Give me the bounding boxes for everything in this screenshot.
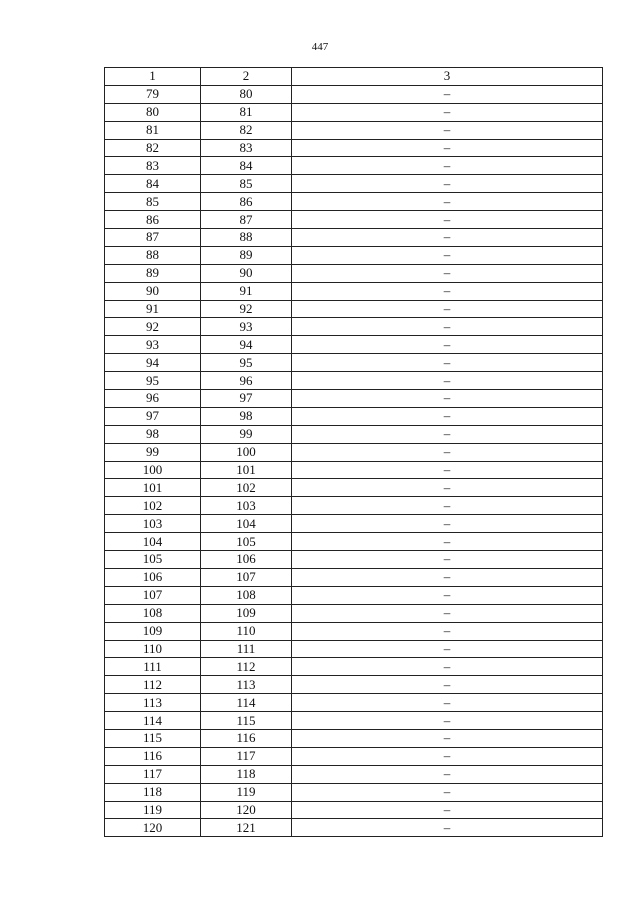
- table-cell-col-2: 101: [201, 461, 292, 479]
- table-cell-col-3: –: [292, 211, 603, 229]
- table-cell-col-1: 84: [105, 175, 201, 193]
- table-row: [105, 264, 603, 282]
- header-row: [105, 68, 603, 86]
- table-cell-col-2: 108: [201, 586, 292, 604]
- table-cell-col-2: 93: [201, 318, 292, 336]
- table-cell-col-2: 114: [201, 694, 292, 712]
- table-cell-col-1: 109: [105, 622, 201, 640]
- table-cell-col-3: –: [292, 121, 603, 139]
- table-cell-col-1: 102: [105, 497, 201, 515]
- table-cell-col-2: 96: [201, 372, 292, 390]
- table-cell-col-1: 119: [105, 801, 201, 819]
- table-cell-col-1: 86: [105, 211, 201, 229]
- table-cell-col-3: –: [292, 712, 603, 730]
- table-row: [105, 586, 603, 604]
- table-cell-col-2: 111: [201, 640, 292, 658]
- table-cell-col-2: 103: [201, 497, 292, 515]
- table-cell-col-3: –: [292, 568, 603, 586]
- table-row: [105, 712, 603, 730]
- table-cell-col-1: 87: [105, 229, 201, 247]
- table-row: [105, 747, 603, 765]
- table-cell-col-1: 96: [105, 390, 201, 408]
- table-cell-col-3: –: [292, 229, 603, 247]
- table-cell-col-1: 108: [105, 604, 201, 622]
- table-cell-col-1: 100: [105, 461, 201, 479]
- table-cell-col-2: 115: [201, 712, 292, 730]
- table-cell-col-2: 112: [201, 658, 292, 676]
- table-cell-col-3: –: [292, 336, 603, 354]
- table-row: [105, 604, 603, 622]
- table-row: [105, 783, 603, 801]
- table-cell-col-3: –: [292, 658, 603, 676]
- table-cell-col-3: –: [292, 640, 603, 658]
- table-row: [105, 211, 603, 229]
- table-cell-col-1: 105: [105, 551, 201, 569]
- table-cell-col-1: 93: [105, 336, 201, 354]
- table-cell-col-1: 103: [105, 515, 201, 533]
- table-cell-col-3: –: [292, 729, 603, 747]
- table-row: [105, 318, 603, 336]
- table-row: [105, 622, 603, 640]
- table-cell-col-3: –: [292, 157, 603, 175]
- page-number: 447: [311, 41, 329, 53]
- table-row: [105, 479, 603, 497]
- table-row: [105, 819, 603, 837]
- table-cell-col-1: 111: [105, 658, 201, 676]
- table-cell-col-1: 110: [105, 640, 201, 658]
- table-cell-col-1: 117: [105, 765, 201, 783]
- table-row: [105, 157, 603, 175]
- table-cell-col-1: 118: [105, 783, 201, 801]
- table-cell-col-3: –: [292, 479, 603, 497]
- table-cell-col-1: 107: [105, 586, 201, 604]
- table-cell-col-2: 88: [201, 229, 292, 247]
- table-cell-col-3: –: [292, 354, 603, 372]
- table-row: [105, 407, 603, 425]
- table-cell-col-3: –: [292, 390, 603, 408]
- table-cell-col-2: 89: [201, 246, 292, 264]
- table-row: [105, 390, 603, 408]
- table-row: [105, 694, 603, 712]
- table-header: [105, 68, 603, 86]
- table-row: [105, 658, 603, 676]
- table-cell-col-1: 114: [105, 712, 201, 730]
- table-cell-col-1: 98: [105, 425, 201, 443]
- table-row: [105, 497, 603, 515]
- table-cell-col-3: –: [292, 819, 603, 837]
- table-cell-col-3: –: [292, 175, 603, 193]
- column-header-1: 1: [105, 68, 201, 86]
- table-cell-col-1: 95: [105, 372, 201, 390]
- table-cell-col-2: 104: [201, 515, 292, 533]
- table-row: [105, 282, 603, 300]
- table-row: [105, 729, 603, 747]
- table-cell-col-2: 94: [201, 336, 292, 354]
- table-row: [105, 515, 603, 533]
- table-row: [105, 139, 603, 157]
- table-cell-col-3: –: [292, 103, 603, 121]
- table-row: [105, 551, 603, 569]
- table-cell-col-2: 82: [201, 121, 292, 139]
- table-cell-col-1: 92: [105, 318, 201, 336]
- table-cell-col-2: 99: [201, 425, 292, 443]
- table-row: [105, 85, 603, 103]
- table-cell-col-3: –: [292, 515, 603, 533]
- table-cell-col-2: 117: [201, 747, 292, 765]
- table-cell-col-2: 106: [201, 551, 292, 569]
- table-cell-col-1: 83: [105, 157, 201, 175]
- table-cell-col-2: 86: [201, 193, 292, 211]
- table-cell-col-2: 107: [201, 568, 292, 586]
- table-cell-col-2: 91: [201, 282, 292, 300]
- table-cell-col-2: 98: [201, 407, 292, 425]
- table-row: [105, 640, 603, 658]
- table-row: [105, 193, 603, 211]
- column-header-2: 2: [201, 68, 292, 86]
- table-cell-col-1: 79: [105, 85, 201, 103]
- table-cell-col-1: 91: [105, 300, 201, 318]
- table-cell-col-2: 87: [201, 211, 292, 229]
- table-cell-col-3: –: [292, 193, 603, 211]
- table-cell-col-3: –: [292, 425, 603, 443]
- table-cell-col-3: –: [292, 676, 603, 694]
- table-cell-col-3: –: [292, 372, 603, 390]
- table-cell-col-2: 110: [201, 622, 292, 640]
- table-cell-col-1: 104: [105, 533, 201, 551]
- table-cell-col-1: 81: [105, 121, 201, 139]
- table-cell-col-1: 80: [105, 103, 201, 121]
- table-cell-col-1: 106: [105, 568, 201, 586]
- table-cell-col-3: –: [292, 300, 603, 318]
- data-table: [104, 67, 603, 837]
- table-cell-col-3: –: [292, 604, 603, 622]
- table-row: [105, 121, 603, 139]
- table-row: [105, 676, 603, 694]
- table-cell-col-3: –: [292, 282, 603, 300]
- table-cell-col-3: –: [292, 801, 603, 819]
- table-cell-col-1: 120: [105, 819, 201, 837]
- column-header-3: 3: [292, 68, 603, 86]
- table-cell-col-2: 100: [201, 443, 292, 461]
- table-cell-col-3: –: [292, 622, 603, 640]
- table-cell-col-2: 120: [201, 801, 292, 819]
- table-cell-col-1: 85: [105, 193, 201, 211]
- table-row: [105, 533, 603, 551]
- table-cell-col-3: –: [292, 765, 603, 783]
- table-row: [105, 765, 603, 783]
- table-cell-col-2: 109: [201, 604, 292, 622]
- table-cell-col-2: 95: [201, 354, 292, 372]
- table-cell-col-1: 112: [105, 676, 201, 694]
- table-cell-col-3: –: [292, 533, 603, 551]
- table-cell-col-1: 99: [105, 443, 201, 461]
- table-cell-col-2: 119: [201, 783, 292, 801]
- table-cell-col-2: 102: [201, 479, 292, 497]
- table-row: [105, 103, 603, 121]
- table-cell-col-3: –: [292, 407, 603, 425]
- table-cell-col-3: –: [292, 139, 603, 157]
- table-cell-col-2: 84: [201, 157, 292, 175]
- table-cell-col-2: 83: [201, 139, 292, 157]
- table-cell-col-3: –: [292, 85, 603, 103]
- table-cell-col-3: –: [292, 443, 603, 461]
- table-row: [105, 336, 603, 354]
- table-cell-col-1: 115: [105, 729, 201, 747]
- table-cell-col-3: –: [292, 461, 603, 479]
- table-cell-col-3: –: [292, 747, 603, 765]
- table-row: [105, 246, 603, 264]
- table-body: [105, 85, 603, 836]
- table-cell-col-1: 89: [105, 264, 201, 282]
- table-cell-col-2: 118: [201, 765, 292, 783]
- table-cell-col-3: –: [292, 264, 603, 282]
- table-cell-col-2: 90: [201, 264, 292, 282]
- table-cell-col-2: 85: [201, 175, 292, 193]
- table-row: [105, 425, 603, 443]
- table-cell-col-3: –: [292, 246, 603, 264]
- table-cell-col-1: 97: [105, 407, 201, 425]
- table-cell-col-3: –: [292, 783, 603, 801]
- table-cell-col-3: –: [292, 318, 603, 336]
- table-cell-col-1: 90: [105, 282, 201, 300]
- table-cell-col-2: 97: [201, 390, 292, 408]
- table-cell-col-3: –: [292, 694, 603, 712]
- table-cell-col-2: 80: [201, 85, 292, 103]
- table-cell-col-2: 81: [201, 103, 292, 121]
- table-cell-col-2: 116: [201, 729, 292, 747]
- table-row: [105, 801, 603, 819]
- table-cell-col-1: 116: [105, 747, 201, 765]
- table-row: [105, 443, 603, 461]
- table-cell-col-3: –: [292, 551, 603, 569]
- table-cell-col-3: –: [292, 497, 603, 515]
- table-cell-col-1: 88: [105, 246, 201, 264]
- table-row: [105, 300, 603, 318]
- table-row: [105, 461, 603, 479]
- table-row: [105, 568, 603, 586]
- table-row: [105, 229, 603, 247]
- table-cell-col-1: 94: [105, 354, 201, 372]
- table-cell-col-3: –: [292, 586, 603, 604]
- table-row: [105, 175, 603, 193]
- table-cell-col-1: 101: [105, 479, 201, 497]
- table-cell-col-1: 82: [105, 139, 201, 157]
- table-cell-col-2: 121: [201, 819, 292, 837]
- table-cell-col-2: 105: [201, 533, 292, 551]
- table-cell-col-2: 92: [201, 300, 292, 318]
- table-row: [105, 354, 603, 372]
- table-cell-col-2: 113: [201, 676, 292, 694]
- table-cell-col-1: 113: [105, 694, 201, 712]
- table-row: [105, 372, 603, 390]
